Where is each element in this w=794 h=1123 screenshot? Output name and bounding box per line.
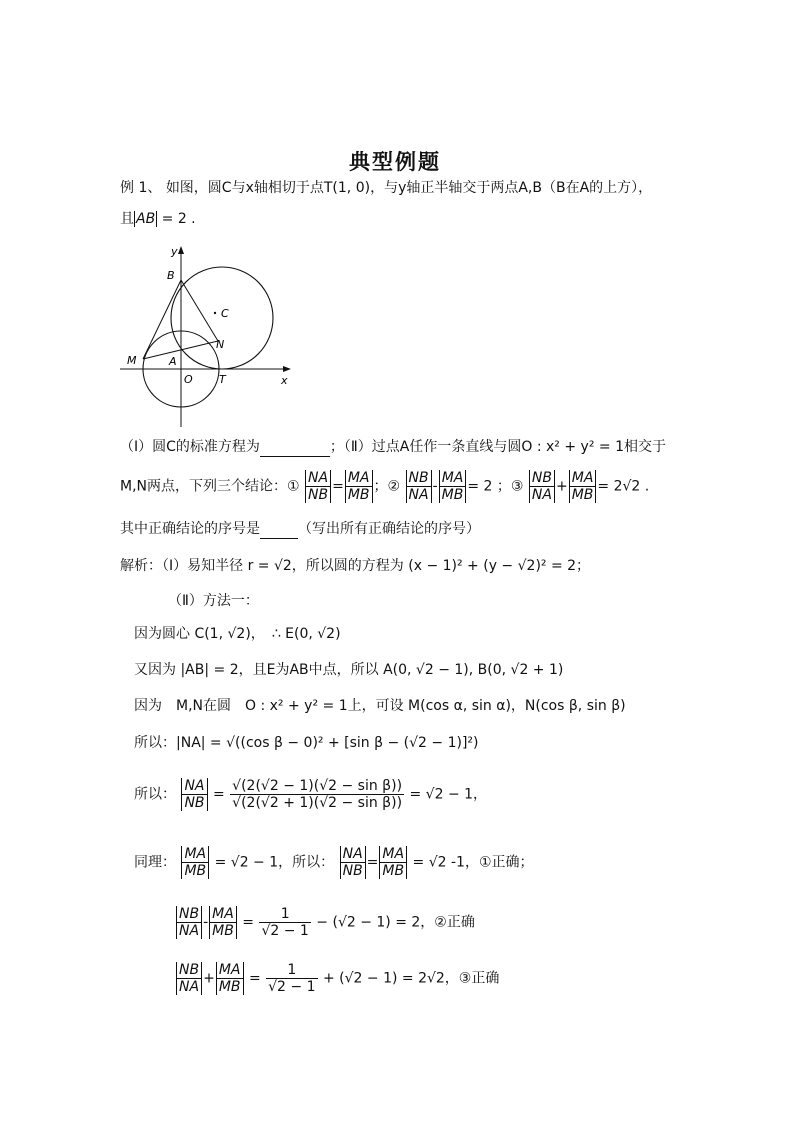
answer-blank-1 [260, 441, 330, 457]
num-ma-3: MA [569, 470, 597, 487]
frac-ma-mb-2 [439, 470, 467, 503]
frac-na-nb-sol [181, 778, 207, 811]
sqrt-numerator: √(2(√2 − 1)(√2 − sin β)) [232, 778, 403, 794]
label-a: A [169, 355, 177, 368]
sol8-den: √2 − 1 [268, 979, 316, 995]
step8-end: + (√2 − 1) = 2√2，③正确 [322, 970, 500, 987]
answer-prompt: 其中正确结论的序号是 [120, 521, 260, 537]
frac-nb-na [406, 470, 432, 503]
conclusions-prefix: M,N两点，下列三个结论：① [120, 478, 300, 495]
part1-prefix: （Ⅰ）圆C的标准方程为 [120, 439, 260, 455]
sol7-den-mb: MB [209, 923, 237, 939]
step6-mid: = √2 − 1，所以： [214, 854, 335, 871]
example-line-1 [120, 178, 652, 198]
center-c-point [214, 312, 216, 314]
page-title: 典型例题 [349, 150, 441, 174]
step6-end: = √2 -1，①正确； [412, 854, 534, 871]
frac-one-over-8 [266, 962, 317, 995]
num-na: NA [305, 470, 331, 487]
step6-prefix: 同理： [134, 854, 176, 871]
sol-num-na: NA [181, 778, 207, 795]
label-o: O [184, 373, 193, 386]
sol8-one: 1 [266, 962, 317, 979]
label-m: M [127, 354, 137, 367]
sol6b-den-mb: MB [379, 863, 407, 879]
step7-end: − (√2 − 1) = 2，②正确 [316, 914, 475, 931]
sol-den-nb: NB [181, 795, 207, 811]
step5-prefix: 所以： [134, 786, 176, 803]
example-text: 如图，圆C与x轴相切于点T(1, 0)，与y轴正半轴交于两点A,B（B在A的上方）， [165, 180, 653, 196]
sol8-num-ma: MA [216, 962, 244, 979]
sqrt-denominator: √(2(√2 + 1)(√2 − sin β)) [232, 795, 403, 811]
sol6-den-nb: NB [340, 863, 366, 879]
example-label: 例 1、 [120, 180, 162, 196]
solution-step-4: 所以：|NA| = √((cos β − 0)² + [sin β − (√2 − 1)]²) [134, 735, 479, 751]
segment-bm [143, 280, 181, 359]
den-nb: NB [305, 487, 331, 503]
sol8-den-mb: MB [216, 979, 244, 995]
example-line-2 [120, 209, 196, 229]
sol6-den-mb: MB [181, 863, 209, 879]
question-line-1 [120, 437, 666, 457]
conclusion-3-end: = 2√2 . [597, 478, 650, 495]
frac-one-over [259, 906, 310, 939]
step5-suffix: = √2 − 1， [409, 786, 488, 803]
example-line2-prefix: 且 [120, 211, 134, 227]
num-nb: NB [406, 470, 432, 487]
frac-na-nb [305, 470, 331, 503]
sol8-num-nb: NB [176, 962, 202, 979]
solution-step-1: 因为圆心 C(1, √2)， ∴ E(0, √2) [134, 626, 341, 642]
frac-nb-na-sol8 [176, 962, 202, 995]
frac-nb-na-sol7 [176, 906, 202, 939]
solution-step-5: 所以： $\frac{NA}{NB}$ = $\frac{\text{√(2(√2 − 1)(√2 − sin β))}}{\text{√(2(√2 + 1)(√2 − sin β))}}$ = √2 − 1， [134, 778, 488, 811]
label-t: T [219, 373, 226, 386]
num-nb-3: NB [529, 470, 555, 487]
sol7-num-nb: NB [176, 906, 202, 923]
sol7-den: √2 − 1 [261, 923, 309, 939]
label-n: N [216, 338, 225, 351]
frac-ma-mb-3 [569, 470, 597, 503]
solution-intro: 解析：（Ⅰ）易知半径 r = √2，所以圆的方程为 (x − 1)² + (y − √2)² = 2； [120, 558, 591, 574]
solution-step-8: $\frac{NB}{NA}$ + $\frac{MA}{MB}$ = $\frac{1}{√2 - 1}$ + (√2 − 1) = 2√2，③正确 [175, 962, 499, 995]
num-ma: MA [345, 470, 373, 487]
answer-hint: （写出所有正确结论的序号） [298, 521, 480, 537]
solution-step-2: 又因为 |AB| = 2，且E为AB中点，所以 A(0, √2 − 1), B(0, √2 + 1) [134, 662, 564, 678]
x-axis-arrow [283, 366, 291, 372]
den-na-3: NA [529, 487, 555, 503]
answer-blank-2 [260, 523, 298, 539]
label-b: B [167, 269, 175, 282]
question-line-3 [120, 519, 480, 539]
sol7-den-na: NA [176, 923, 202, 939]
frac-ma-mb-sol8 [216, 962, 244, 995]
label-y: y [171, 245, 178, 258]
sol6-num-ma: MA [181, 846, 209, 863]
frac-ma-mb-sol7 [209, 906, 237, 939]
den-mb: MB [345, 487, 373, 503]
frac-nb-na-3 [529, 470, 555, 503]
y-axis-arrow [178, 246, 184, 254]
solution-step-7: $\frac{NB}{NA}$ - $\frac{MA}{MB}$ = $\frac{1}{√2 - 1}$ − (√2 − 1) = 2，②正确 [175, 906, 475, 939]
geometry-figure [115, 242, 295, 432]
frac-ma-mb-sol6b [379, 846, 407, 879]
sol6-num-na: NA [340, 846, 366, 863]
solution-step-3: 因为 M,N在圆 O : x² + y² = 1上，可设 M(cos α, sin α)，N(cos β, sin β) [134, 698, 626, 714]
label-x: x [281, 374, 288, 387]
conclusion-1-end: ；② [373, 478, 401, 495]
method-title: （Ⅱ）方法一： [168, 593, 259, 609]
frac-sqrt-ratio [230, 778, 404, 811]
minus-sign: - [432, 478, 438, 495]
frac-ma-mb-sol [181, 846, 209, 879]
label-c: C [221, 307, 229, 320]
den-na: NA [406, 487, 432, 503]
sol7-one: 1 [259, 906, 310, 923]
sol8-den-na: NA [176, 979, 202, 995]
den-mb-3: MB [569, 487, 597, 503]
example-line2-suffix: = 2 . [157, 211, 196, 227]
part2-text: ；（Ⅱ）过点A任作一条直线与圆O : x² + y² = 1相交于 [329, 439, 666, 455]
sol6b-num-ma: MA [379, 846, 407, 863]
sol7-num-ma: MA [209, 906, 237, 923]
conclusion-2-end: = 2 ；③ [467, 478, 524, 495]
frac-ma-mb [345, 470, 373, 503]
ab-abs: AB [136, 211, 156, 227]
solution-step-6: 同理： $\frac{MA}{MB}$ = √2 − 1，所以： $\frac{NA}{NB}$ = $\frac{MA}{MB}$ = √2 -1，①正确； [134, 846, 534, 879]
eq-sign: = [332, 478, 344, 495]
question-line-2 [120, 470, 649, 503]
den-mb-2: MB [439, 487, 467, 503]
frac-na-nb-sol6 [340, 846, 366, 879]
num-ma-2: MA [439, 470, 467, 487]
plus-sign: + [555, 478, 568, 495]
